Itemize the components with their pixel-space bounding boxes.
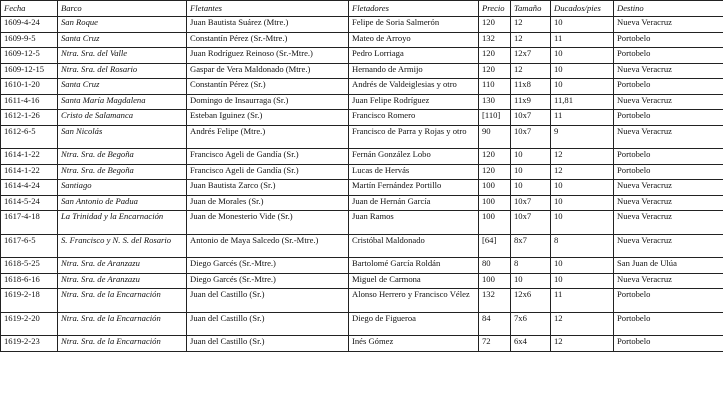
- cell-fletadores: Juan Ramos: [349, 211, 479, 235]
- cell-barco: Santiago: [58, 180, 187, 196]
- cell-barco: San Roque: [58, 17, 187, 33]
- cell-ducados: 8: [551, 234, 614, 258]
- cell-destino: Portobelo: [614, 79, 723, 95]
- header-row: [1, 1, 723, 17]
- cell-fletadores: Andrés de Valdeiglesias y otro: [349, 79, 479, 95]
- cell-fletadores: Inés Gómez: [349, 336, 479, 352]
- cell-precio: 100: [479, 211, 511, 235]
- cell-barco: La Trinidad y la Encarnación: [58, 211, 187, 235]
- cell-precio: 120: [479, 17, 511, 33]
- cell-fecha: 1609-9-5: [1, 32, 58, 48]
- cell-destino: Portobelo: [614, 48, 723, 64]
- cell-precio: 84: [479, 312, 511, 336]
- cell-barco: Santa Cruz: [58, 32, 187, 48]
- cell-fletantes: Francisco Ageli de Gandía (Sr.): [187, 164, 349, 180]
- cell-fletantes: Diego Garcés (Sr.-Mtre.): [187, 258, 349, 274]
- cell-destino: Portobelo: [614, 164, 723, 180]
- cell-precio: 120: [479, 149, 511, 165]
- table-row: [1, 180, 723, 196]
- table-row: [1, 125, 723, 149]
- cell-precio: 110: [479, 79, 511, 95]
- cell-fletantes: Juan Bautista Zarco (Sr.): [187, 180, 349, 196]
- cell-barco: Ntra. Sra. de Aranzazu: [58, 258, 187, 274]
- cell-precio: [64]: [479, 234, 511, 258]
- cell-destino: Nueva Veracruz: [614, 234, 723, 258]
- cell-fecha: 1611-4-16: [1, 94, 58, 110]
- cell-destino: Portobelo: [614, 336, 723, 352]
- table-row: [1, 195, 723, 211]
- cell-fletadores: Juan de Hernán García: [349, 195, 479, 211]
- cell-fletadores: Martín Fernández Portillo: [349, 180, 479, 196]
- table-row: [1, 336, 723, 352]
- cell-barco: Ntra. Sra. de Begoña: [58, 164, 187, 180]
- cell-fletantes: Constantín Pérez (Sr.): [187, 79, 349, 95]
- cell-destino: Portobelo: [614, 149, 723, 165]
- cell-fletantes: Francisco Ageli de Gandía (Sr.): [187, 149, 349, 165]
- cell-tamano: 10: [511, 164, 551, 180]
- cell-tamano: 6x4: [511, 336, 551, 352]
- cell-destino: Portobelo: [614, 312, 723, 336]
- cell-fletantes: Diego Garcés (Sr.-Mtre.): [187, 273, 349, 289]
- cell-fecha: 1619-2-18: [1, 289, 58, 313]
- cell-fecha: 1617-6-5: [1, 234, 58, 258]
- cell-ducados: 10: [551, 17, 614, 33]
- cell-ducados: 10: [551, 63, 614, 79]
- cell-fletantes: Juan de Monesterio Vide (Sr.): [187, 211, 349, 235]
- cell-ducados: 11: [551, 289, 614, 313]
- cell-barco: San Antonio de Padua: [58, 195, 187, 211]
- cell-ducados: 10: [551, 273, 614, 289]
- cell-ducados: 12: [551, 149, 614, 165]
- cell-fletantes: Juan del Castillo (Sr.): [187, 312, 349, 336]
- cell-barco: Ntra. Sra. de la Encarnación: [58, 312, 187, 336]
- table-row: [1, 289, 723, 313]
- cell-fecha: 1614-4-24: [1, 180, 58, 196]
- cell-ducados: 9: [551, 125, 614, 149]
- table-row: [1, 164, 723, 180]
- cell-barco: Cristo de Salamanca: [58, 110, 187, 126]
- cell-fletantes: Juan de Morales (Sr.): [187, 195, 349, 211]
- cell-precio: 100: [479, 273, 511, 289]
- cell-barco: Ntra. Sra. de Aranzazu: [58, 273, 187, 289]
- cell-tamano: 12: [511, 63, 551, 79]
- cell-precio: 132: [479, 289, 511, 313]
- cell-tamano: 12: [511, 17, 551, 33]
- header-ducados: Ducados/pies: [551, 1, 614, 17]
- cell-tamano: 10: [511, 149, 551, 165]
- cell-fecha: 1618-6-16: [1, 273, 58, 289]
- cell-fletantes: Esteban Iguinez (Sr.): [187, 110, 349, 126]
- table-row: [1, 63, 723, 79]
- cell-fecha: 1610-1-20: [1, 79, 58, 95]
- cell-precio: 132: [479, 32, 511, 48]
- cell-fecha: 1612-6-5: [1, 125, 58, 149]
- cell-ducados: 11: [551, 110, 614, 126]
- cell-barco: Santa Cruz: [58, 79, 187, 95]
- cell-fecha: 1617-4-18: [1, 211, 58, 235]
- cell-fletadores: Juan Felipe Rodríguez: [349, 94, 479, 110]
- cell-ducados: 11,81: [551, 94, 614, 110]
- header-tamano: Tamaño: [511, 1, 551, 17]
- cell-destino: Portobelo: [614, 289, 723, 313]
- cell-barco: Santa María Magdalena: [58, 94, 187, 110]
- cell-fecha: 1619-2-20: [1, 312, 58, 336]
- cell-fletadores: Miguel de Carmona: [349, 273, 479, 289]
- cell-tamano: 10x7: [511, 125, 551, 149]
- cell-fletantes: Antonio de Maya Salcedo (Sr.-Mtre.): [187, 234, 349, 258]
- cell-precio: 120: [479, 164, 511, 180]
- cell-fletadores: Francisco de Parra y Rojas y otro: [349, 125, 479, 149]
- cell-tamano: 12x7: [511, 48, 551, 64]
- cell-tamano: 10: [511, 180, 551, 196]
- cell-precio: 100: [479, 195, 511, 211]
- cell-fletadores: Pedro Lorriaga: [349, 48, 479, 64]
- cell-destino: Nueva Veracruz: [614, 180, 723, 196]
- cell-tamano: 8: [511, 258, 551, 274]
- cell-barco: Ntra. Sra. del Rosario: [58, 63, 187, 79]
- cell-fletantes: Constantín Pérez (Sr.-Mtre.): [187, 32, 349, 48]
- cell-fletadores: Cristóbal Maldonado: [349, 234, 479, 258]
- table-body: [1, 17, 723, 352]
- table-row: [1, 258, 723, 274]
- header-fecha: Fecha: [1, 1, 58, 17]
- cell-fletantes: Andrés Felipe (Mtre.): [187, 125, 349, 149]
- cell-tamano: 12x6: [511, 289, 551, 313]
- header-fletantes: Fletantes: [187, 1, 349, 17]
- table-row: [1, 273, 723, 289]
- cell-destino: Nueva Veracruz: [614, 17, 723, 33]
- table-row: [1, 94, 723, 110]
- cell-tamano: 12: [511, 32, 551, 48]
- cell-precio: [110]: [479, 110, 511, 126]
- cell-destino: San Juan de Ulúa: [614, 258, 723, 274]
- table-row: [1, 48, 723, 64]
- cell-barco: S. Francisco y N. S. del Rosario: [58, 234, 187, 258]
- cell-ducados: 11: [551, 32, 614, 48]
- cell-destino: Nueva Veracruz: [614, 211, 723, 235]
- cell-ducados: 10: [551, 79, 614, 95]
- cell-fletantes: Juan Bautista Suárez (Mtre.): [187, 17, 349, 33]
- cell-fletantes: Juan del Castillo (Sr.): [187, 289, 349, 313]
- cell-fecha: 1614-1-22: [1, 164, 58, 180]
- cell-precio: 72: [479, 336, 511, 352]
- cell-ducados: 10: [551, 195, 614, 211]
- table-row: [1, 234, 723, 258]
- cell-fletadores: Felipe de Soria Salmerón: [349, 17, 479, 33]
- cell-destino: Nueva Veracruz: [614, 125, 723, 149]
- cell-precio: 80: [479, 258, 511, 274]
- cell-tamano: 10x7: [511, 211, 551, 235]
- cell-fecha: 1614-5-24: [1, 195, 58, 211]
- cell-ducados: 12: [551, 336, 614, 352]
- cell-barco: Ntra. Sra. del Valle: [58, 48, 187, 64]
- cell-destino: Nueva Veracruz: [614, 94, 723, 110]
- cell-fletantes: Gaspar de Vera Maldonado (Mtre.): [187, 63, 349, 79]
- cell-precio: 90: [479, 125, 511, 149]
- cell-fletantes: Domingo de Insaurraga (Sr.): [187, 94, 349, 110]
- cell-fecha: 1619-2-23: [1, 336, 58, 352]
- cell-fecha: 1609-12-15: [1, 63, 58, 79]
- cell-destino: Nueva Veracruz: [614, 63, 723, 79]
- cell-fletadores: Mateo de Arroyo: [349, 32, 479, 48]
- cell-destino: Portobelo: [614, 110, 723, 126]
- cell-precio: 100: [479, 180, 511, 196]
- cell-destino: Portobelo: [614, 32, 723, 48]
- cell-fletadores: Diego de Figueroa: [349, 312, 479, 336]
- table-row: [1, 79, 723, 95]
- cell-fletadores: Hernando de Armijo: [349, 63, 479, 79]
- header-precio: Precio: [479, 1, 511, 17]
- cell-ducados: 12: [551, 312, 614, 336]
- cell-fletadores: Lucas de Hervás: [349, 164, 479, 180]
- cell-tamano: 10x7: [511, 110, 551, 126]
- cell-fletadores: Alonso Herrero y Francisco Vélez: [349, 289, 479, 313]
- cell-ducados: 12: [551, 164, 614, 180]
- cell-destino: Nueva Veracruz: [614, 195, 723, 211]
- cell-barco: Ntra. Sra. de la Encarnación: [58, 336, 187, 352]
- cell-tamano: 10x7: [511, 195, 551, 211]
- cell-barco: San Nicolás: [58, 125, 187, 149]
- cell-fletadores: Fernán González Lobo: [349, 149, 479, 165]
- header-destino: Destino: [614, 1, 723, 17]
- cell-barco: Ntra. Sra. de la Encarnación: [58, 289, 187, 313]
- cell-ducados: 10: [551, 211, 614, 235]
- table-row: [1, 110, 723, 126]
- cell-destino: Nueva Veracruz: [614, 273, 723, 289]
- cell-tamano: 8x7: [511, 234, 551, 258]
- cell-fecha: 1609-12-5: [1, 48, 58, 64]
- cell-tamano: 7x6: [511, 312, 551, 336]
- cell-ducados: 10: [551, 48, 614, 64]
- table-row: [1, 211, 723, 235]
- table-row: [1, 149, 723, 165]
- cell-fecha: 1614-1-22: [1, 149, 58, 165]
- cell-tamano: 11x9: [511, 94, 551, 110]
- cell-precio: 120: [479, 63, 511, 79]
- table-row: [1, 312, 723, 336]
- cell-ducados: 10: [551, 258, 614, 274]
- header-barco: Barco: [58, 1, 187, 17]
- cell-fletantes: Juan Rodríguez Reinoso (Sr.-Mtre.): [187, 48, 349, 64]
- cell-fletantes: Juan del Castillo (Sr.): [187, 336, 349, 352]
- cell-precio: 130: [479, 94, 511, 110]
- cell-fecha: 1612-1-26: [1, 110, 58, 126]
- cell-fletadores: Bartolomé García Roldán: [349, 258, 479, 274]
- cell-fecha: 1618-5-25: [1, 258, 58, 274]
- cell-fletadores: Francisco Romero: [349, 110, 479, 126]
- cell-ducados: 10: [551, 180, 614, 196]
- cell-tamano: 10: [511, 273, 551, 289]
- cell-tamano: 11x8: [511, 79, 551, 95]
- cell-barco: Ntra. Sra. de Begoña: [58, 149, 187, 165]
- header-fletadores: Fletadores: [349, 1, 479, 17]
- table-row: [1, 17, 723, 33]
- table-row: [1, 32, 723, 48]
- cell-fecha: 1609-4-24: [1, 17, 58, 33]
- cell-precio: 120: [479, 48, 511, 64]
